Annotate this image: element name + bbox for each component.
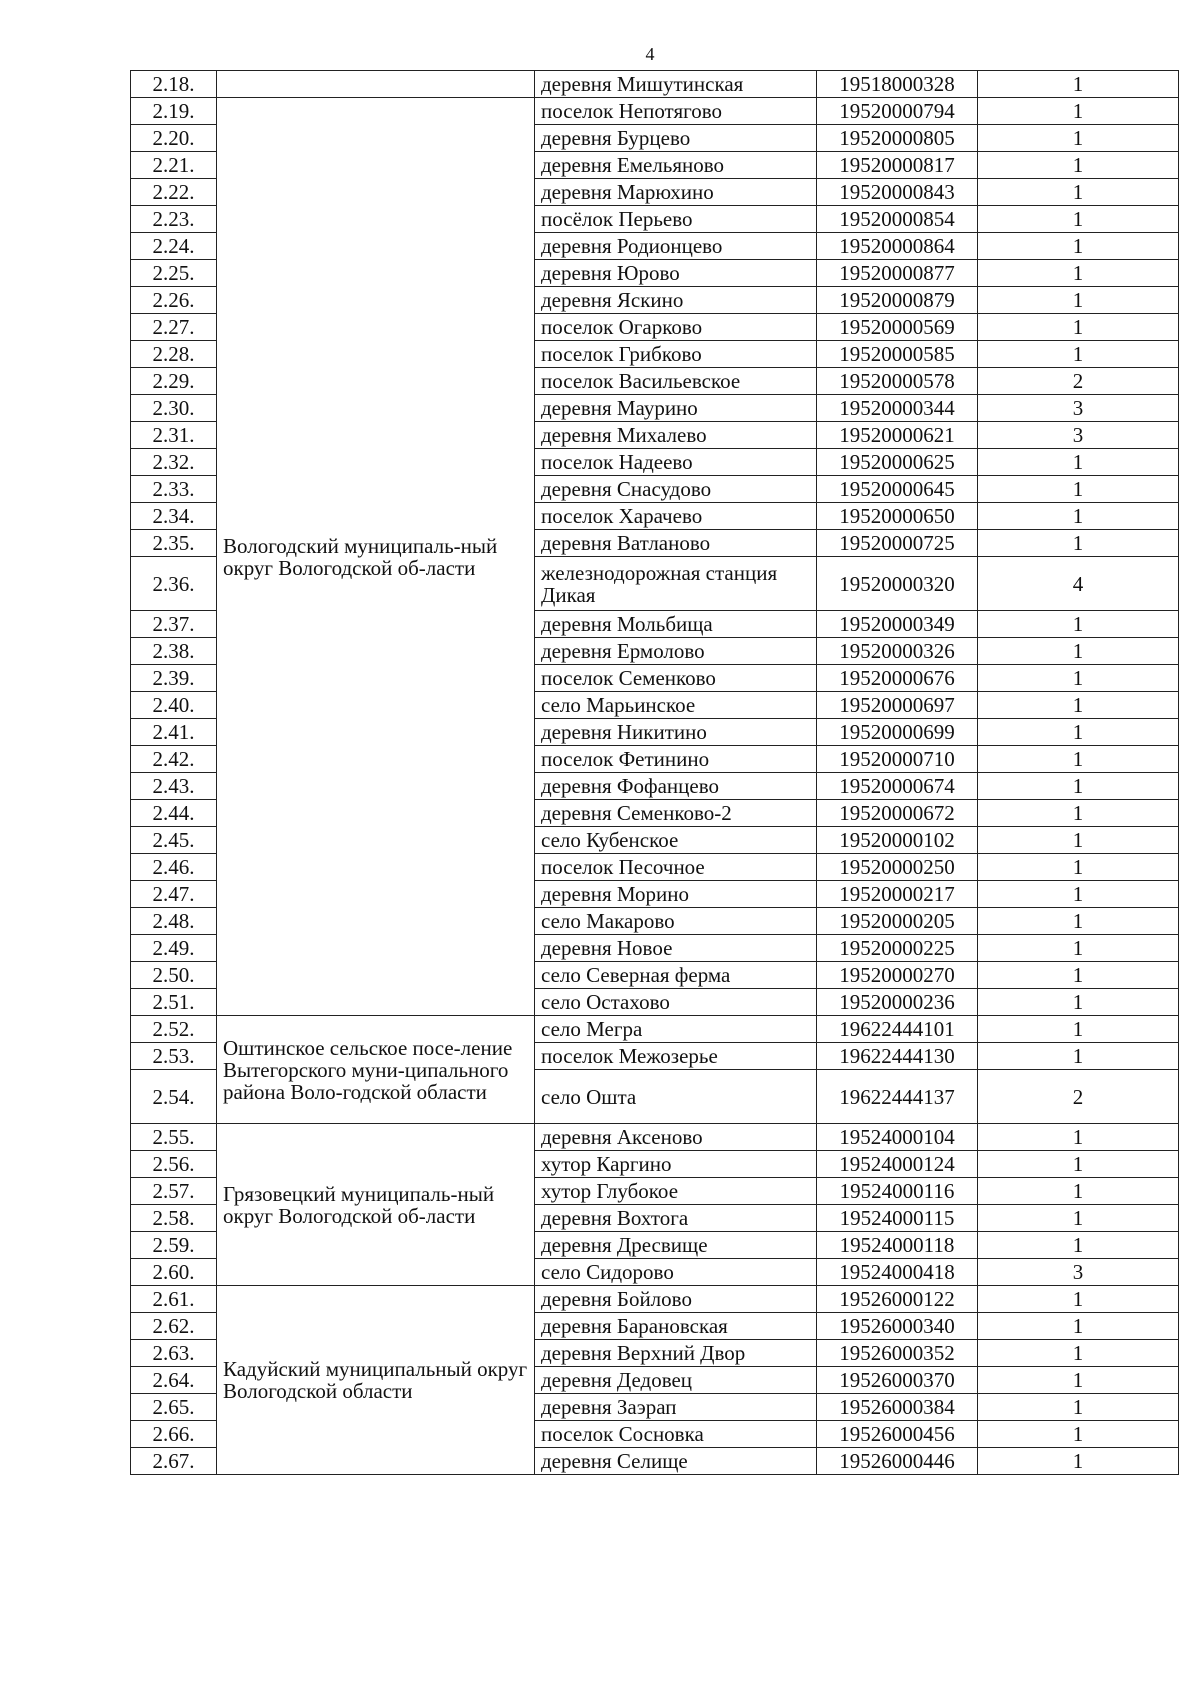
row-number: 2.35. — [131, 530, 217, 557]
settlement-code: 19526000352 — [817, 1340, 978, 1367]
count-value: 1 — [978, 98, 1179, 125]
row-number: 2.28. — [131, 341, 217, 368]
settlement-name: поселок Васильевское — [535, 368, 817, 395]
table-row — [131, 98, 1179, 125]
settlement-code: 19526000340 — [817, 1313, 978, 1340]
count-value: 1 — [978, 611, 1179, 638]
settlement-code: 19524000124 — [817, 1151, 978, 1178]
row-number: 2.38. — [131, 638, 217, 665]
row-number: 2.44. — [131, 800, 217, 827]
settlement-code: 19520000725 — [817, 530, 978, 557]
row-number: 2.65. — [131, 1394, 217, 1421]
count-value: 1 — [978, 1421, 1179, 1448]
settlement-code: 19520000625 — [817, 449, 978, 476]
row-number: 2.47. — [131, 881, 217, 908]
row-number: 2.56. — [131, 1151, 217, 1178]
count-value: 1 — [978, 233, 1179, 260]
settlement-code: 19622444137 — [817, 1070, 978, 1124]
settlement-name: деревня Никитино — [535, 719, 817, 746]
settlement-name: железнодорожная станция Дикая — [535, 557, 817, 611]
count-value: 1 — [978, 908, 1179, 935]
settlement-name: деревня Аксеново — [535, 1124, 817, 1151]
settlement-code: 19524000116 — [817, 1178, 978, 1205]
count-value: 1 — [978, 665, 1179, 692]
settlement-code: 19526000446 — [817, 1448, 978, 1475]
count-value: 1 — [978, 287, 1179, 314]
row-number: 2.67. — [131, 1448, 217, 1475]
count-value: 1 — [978, 746, 1179, 773]
table-row — [131, 1124, 1179, 1151]
count-value: 1 — [978, 719, 1179, 746]
settlement-name: деревня Мишутинская — [535, 71, 817, 98]
row-number: 2.58. — [131, 1205, 217, 1232]
row-number: 2.40. — [131, 692, 217, 719]
settlement-code: 19524000115 — [817, 1205, 978, 1232]
count-value: 1 — [978, 638, 1179, 665]
settlement-code: 19520000650 — [817, 503, 978, 530]
count-value: 1 — [978, 800, 1179, 827]
settlement-code: 19518000328 — [817, 71, 978, 98]
row-number: 2.43. — [131, 773, 217, 800]
settlement-name: поселок Грибково — [535, 341, 817, 368]
settlement-name: посёлок Перьево — [535, 206, 817, 233]
settlement-code: 19520000585 — [817, 341, 978, 368]
count-value: 1 — [978, 1394, 1179, 1421]
settlement-name: поселок Харачево — [535, 503, 817, 530]
row-number: 2.26. — [131, 287, 217, 314]
count-value: 3 — [978, 1259, 1179, 1286]
row-number: 2.23. — [131, 206, 217, 233]
settlement-code: 19520000854 — [817, 206, 978, 233]
table-row — [131, 1286, 1179, 1313]
settlement-code: 19526000384 — [817, 1394, 978, 1421]
settlement-code: 19520000349 — [817, 611, 978, 638]
count-value: 1 — [978, 260, 1179, 287]
count-value: 1 — [978, 773, 1179, 800]
count-value: 3 — [978, 422, 1179, 449]
settlement-name: поселок Межозерье — [535, 1043, 817, 1070]
settlement-name: село Северная ферма — [535, 962, 817, 989]
count-value: 1 — [978, 341, 1179, 368]
row-number: 2.54. — [131, 1070, 217, 1124]
row-number: 2.63. — [131, 1340, 217, 1367]
row-number: 2.22. — [131, 179, 217, 206]
municipality-cell: Грязовецкий муниципаль-ный округ Вологодской об-ласти — [217, 1124, 535, 1286]
settlement-name: село Ошта — [535, 1070, 817, 1124]
row-number: 2.25. — [131, 260, 217, 287]
count-value: 3 — [978, 395, 1179, 422]
settlement-code: 19520000236 — [817, 989, 978, 1016]
row-number: 2.57. — [131, 1178, 217, 1205]
count-value: 1 — [978, 1043, 1179, 1070]
count-value: 1 — [978, 1367, 1179, 1394]
count-value: 1 — [978, 989, 1179, 1016]
count-value: 1 — [978, 530, 1179, 557]
row-number: 2.37. — [131, 611, 217, 638]
settlement-code: 19520000569 — [817, 314, 978, 341]
row-number: 2.33. — [131, 476, 217, 503]
settlement-name: деревня Марюхино — [535, 179, 817, 206]
settlement-name: деревня Барановская — [535, 1313, 817, 1340]
settlement-code: 19520000225 — [817, 935, 978, 962]
settlement-code: 19622444101 — [817, 1016, 978, 1043]
count-value: 1 — [978, 1151, 1179, 1178]
count-value: 1 — [978, 503, 1179, 530]
settlement-name: деревня Мольбища — [535, 611, 817, 638]
settlement-code: 19520000864 — [817, 233, 978, 260]
settlement-name: деревня Морино — [535, 881, 817, 908]
count-value: 2 — [978, 368, 1179, 395]
count-value: 1 — [978, 1205, 1179, 1232]
table-body — [131, 71, 1179, 1475]
row-number: 2.34. — [131, 503, 217, 530]
settlement-name: поселок Песочное — [535, 854, 817, 881]
table-row — [131, 1016, 1179, 1043]
settlement-code: 19524000104 — [817, 1124, 978, 1151]
row-number: 2.20. — [131, 125, 217, 152]
settlement-code: 19520000205 — [817, 908, 978, 935]
row-number: 2.27. — [131, 314, 217, 341]
settlement-name: село Кубенское — [535, 827, 817, 854]
row-number: 2.21. — [131, 152, 217, 179]
settlement-name: деревня Вохтога — [535, 1205, 817, 1232]
count-value: 1 — [978, 125, 1179, 152]
count-value: 1 — [978, 1124, 1179, 1151]
municipality-cell — [217, 71, 535, 98]
count-value: 1 — [978, 449, 1179, 476]
settlement-code: 19526000456 — [817, 1421, 978, 1448]
count-value: 1 — [978, 692, 1179, 719]
count-value: 1 — [978, 935, 1179, 962]
settlement-code: 19520000805 — [817, 125, 978, 152]
settlement-name: деревня Новое — [535, 935, 817, 962]
count-value: 1 — [978, 1448, 1179, 1475]
settlement-name: деревня Яскино — [535, 287, 817, 314]
count-value: 2 — [978, 1070, 1179, 1124]
settlement-name: деревня Маурино — [535, 395, 817, 422]
settlement-name: хутор Глубокое — [535, 1178, 817, 1205]
row-number: 2.52. — [131, 1016, 217, 1043]
settlement-name: деревня Юрово — [535, 260, 817, 287]
row-number: 2.62. — [131, 1313, 217, 1340]
settlements-table — [130, 70, 1179, 1475]
settlement-name: деревня Бурцево — [535, 125, 817, 152]
settlement-name: деревня Ермолово — [535, 638, 817, 665]
row-number: 2.48. — [131, 908, 217, 935]
count-value: 1 — [978, 881, 1179, 908]
settlement-name: деревня Семенково-2 — [535, 800, 817, 827]
settlement-code: 19520000843 — [817, 179, 978, 206]
page-number: 4 — [645, 44, 655, 64]
settlement-code: 19520000672 — [817, 800, 978, 827]
row-number: 2.42. — [131, 746, 217, 773]
settlement-name: поселок Непотягово — [535, 98, 817, 125]
settlement-name: деревня Емельяново — [535, 152, 817, 179]
row-number: 2.46. — [131, 854, 217, 881]
settlement-code: 19520000621 — [817, 422, 978, 449]
row-number: 2.45. — [131, 827, 217, 854]
settlement-name: поселок Семенково — [535, 665, 817, 692]
row-number: 2.32. — [131, 449, 217, 476]
row-number: 2.49. — [131, 935, 217, 962]
settlement-code: 19526000122 — [817, 1286, 978, 1313]
count-value: 1 — [978, 1286, 1179, 1313]
municipality-cell: Оштинское сельское посе-ление Вытегорского муни-ципального района Воло-годской области — [217, 1016, 535, 1124]
row-number: 2.59. — [131, 1232, 217, 1259]
row-number: 2.30. — [131, 395, 217, 422]
settlement-name: поселок Фетинино — [535, 746, 817, 773]
settlement-code: 19520000877 — [817, 260, 978, 287]
settlement-code: 19622444130 — [817, 1043, 978, 1070]
settlement-name: село Макарово — [535, 908, 817, 935]
settlement-name: деревня Верхний Двор — [535, 1340, 817, 1367]
municipality-cell: Кадуйский муниципальный округ Вологодской области — [217, 1286, 535, 1475]
settlement-name: село Сидорово — [535, 1259, 817, 1286]
settlement-code: 19520000699 — [817, 719, 978, 746]
row-number: 2.61. — [131, 1286, 217, 1313]
settlement-code: 19520000102 — [817, 827, 978, 854]
count-value: 4 — [978, 557, 1179, 611]
row-number: 2.29. — [131, 368, 217, 395]
settlement-name: деревня Дресвище — [535, 1232, 817, 1259]
settlement-name: хутор Каргино — [535, 1151, 817, 1178]
municipality-cell: Вологодский муниципаль-ный округ Вологодской об-ласти — [217, 98, 535, 1016]
row-number: 2.19. — [131, 98, 217, 125]
settlement-code: 19520000817 — [817, 152, 978, 179]
table-row — [131, 71, 1179, 98]
count-value: 1 — [978, 476, 1179, 503]
settlement-name: деревня Селище — [535, 1448, 817, 1475]
row-number: 2.53. — [131, 1043, 217, 1070]
count-value: 1 — [978, 71, 1179, 98]
count-value: 1 — [978, 854, 1179, 881]
row-number: 2.31. — [131, 422, 217, 449]
count-value: 1 — [978, 206, 1179, 233]
settlement-code: 19520000674 — [817, 773, 978, 800]
settlement-name: поселок Надеево — [535, 449, 817, 476]
count-value: 1 — [978, 827, 1179, 854]
settlement-name: деревня Бойлово — [535, 1286, 817, 1313]
settlement-name: деревня Снасудово — [535, 476, 817, 503]
settlement-name: деревня Родионцево — [535, 233, 817, 260]
settlement-name: деревня Заэрап — [535, 1394, 817, 1421]
settlement-code: 19520000326 — [817, 638, 978, 665]
count-value: 1 — [978, 152, 1179, 179]
row-number: 2.60. — [131, 1259, 217, 1286]
settlement-code: 19520000879 — [817, 287, 978, 314]
count-value: 1 — [978, 962, 1179, 989]
row-number: 2.55. — [131, 1124, 217, 1151]
settlement-name: село Мегра — [535, 1016, 817, 1043]
count-value: 1 — [978, 1313, 1179, 1340]
settlement-name: поселок Огарково — [535, 314, 817, 341]
settlement-code: 19520000578 — [817, 368, 978, 395]
row-number: 2.51. — [131, 989, 217, 1016]
settlement-code: 19520000710 — [817, 746, 978, 773]
count-value: 1 — [978, 1178, 1179, 1205]
count-value: 1 — [978, 1340, 1179, 1367]
settlement-name: деревня Фофанцево — [535, 773, 817, 800]
settlement-code: 19526000370 — [817, 1367, 978, 1394]
row-number: 2.66. — [131, 1421, 217, 1448]
settlement-code: 19524000118 — [817, 1232, 978, 1259]
settlement-code: 19520000250 — [817, 854, 978, 881]
settlement-code: 19524000418 — [817, 1259, 978, 1286]
count-value: 1 — [978, 1016, 1179, 1043]
settlement-name: село Остахово — [535, 989, 817, 1016]
settlement-code: 19520000320 — [817, 557, 978, 611]
row-number: 2.50. — [131, 962, 217, 989]
row-number: 2.24. — [131, 233, 217, 260]
count-value: 1 — [978, 314, 1179, 341]
settlement-code: 19520000344 — [817, 395, 978, 422]
settlement-code: 19520000697 — [817, 692, 978, 719]
settlement-code: 19520000270 — [817, 962, 978, 989]
settlement-name: деревня Дедовец — [535, 1367, 817, 1394]
row-number: 2.39. — [131, 665, 217, 692]
row-number: 2.41. — [131, 719, 217, 746]
row-number: 2.18. — [131, 71, 217, 98]
settlement-code: 19520000217 — [817, 881, 978, 908]
row-number: 2.36. — [131, 557, 217, 611]
settlement-code: 19520000794 — [817, 98, 978, 125]
settlement-code: 19520000676 — [817, 665, 978, 692]
count-value: 1 — [978, 179, 1179, 206]
settlement-name: деревня Михалево — [535, 422, 817, 449]
count-value: 1 — [978, 1232, 1179, 1259]
settlement-name: деревня Ватланово — [535, 530, 817, 557]
settlement-code: 19520000645 — [817, 476, 978, 503]
settlement-name: поселок Сосновка — [535, 1421, 817, 1448]
settlement-name: село Марьинское — [535, 692, 817, 719]
row-number: 2.64. — [131, 1367, 217, 1394]
